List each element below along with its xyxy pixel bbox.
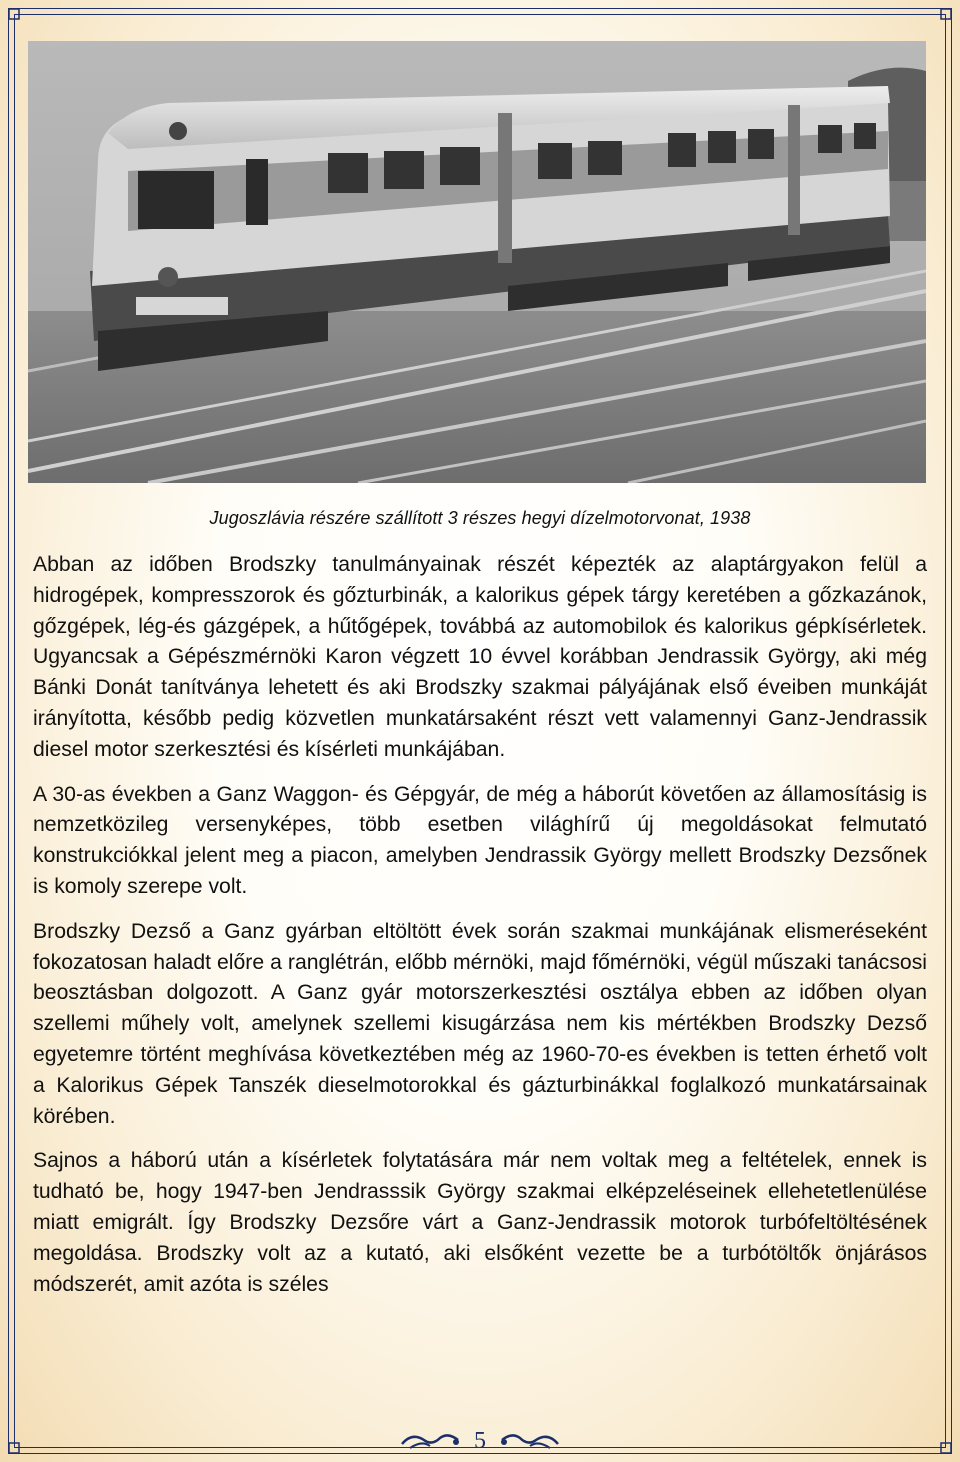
paragraph: Sajnos a háború után a kísérletek folytatására már nem voltak meg a feltételek, ennek is tudható be, hogy 1947-ben Jendrasssik György szakmai elképzeléseinek ellehetetlenülése miatt emigrált. Így Brodszky Dezsőre várt a Ganz-Jendrassik motorok turbófeltöltésének megoldása. Brodszky volt az a kutató, aki elsőként vezette be a turbótöltők önjárásos módszerét, amit azóta is széles: [33, 1149, 927, 1296]
corner-ornament-top-right: [938, 6, 954, 22]
article-body: [33, 550, 927, 1314]
right-flourish-icon: [498, 1430, 560, 1452]
train-photo: [28, 41, 926, 483]
page-number: 5: [474, 1427, 486, 1454]
photo-caption: Jugoszlávia részére szállított 3 részes hegyi dízelmotorvonat, 1938: [209, 508, 751, 528]
left-flourish-icon: [400, 1430, 462, 1452]
page-footer: [0, 1426, 960, 1456]
paragraph: A 30-as években a Ganz Waggon- és Gépgyár, de még a háborút követően az államosításig is nemzetközileg versenyképes, több esetben világhírű új megoldásokat felmutató konstrukciókkal jelent meg a piacon, amelyben Jendrassik György mellett Brodszky Dezsőnek is komoly szerepe volt.: [33, 782, 927, 898]
paragraph: Abban az időben Brodszky tanulmányainak részét képezték az alaptárgyakon felül a hidrogépek, kompresszorok és gőzturbinák, a kalorikus gépek tárgy keretében a gőzkazánok, gőzgépek, lég-és gázgépek, a hűtőgépek, továbbá az automobilok és kalorikus gépkísérletek. Ugyancsak a Gépészmérnöki Karon végzett 10 évvel korábban Jendrassik György, aki még Bánki Donát tanítványa lehetett és aki Brodszky szakmai pályájának első éveiben munkáját irányította, később pedig közvetlen munkatársaként részt vett valamennyi Ganz-Jendrassik diesel motor szerkesztési és kísérleti munkájában.: [33, 553, 927, 761]
paragraph: Brodszky Dezső a Ganz gyárban eltöltött évek során szakmai munkájának elismeréseként fokozatosan haladt előre a ranglétrán, előbb mérnöki, majd főmérnöki, végül műszaki tanácsosi beosztásban dolgozott. A Ganz gyár motorszerkesztési osztálya ebben az időben olyan szellemi műhely volt, amelynek szellemi kisugárzása nem kis mértékben Brodszky Dezső egyetemre történt meghívása következtében még az 1960-70-es években is tetten érhető volt a Kalorikus Gépek Tanszék dieselmotorokkal és gázturbinákkal foglalkozó munkatársainak körében.: [33, 919, 927, 1128]
corner-ornament-top-left: [6, 6, 22, 22]
train-photo-illustration: [28, 41, 926, 483]
